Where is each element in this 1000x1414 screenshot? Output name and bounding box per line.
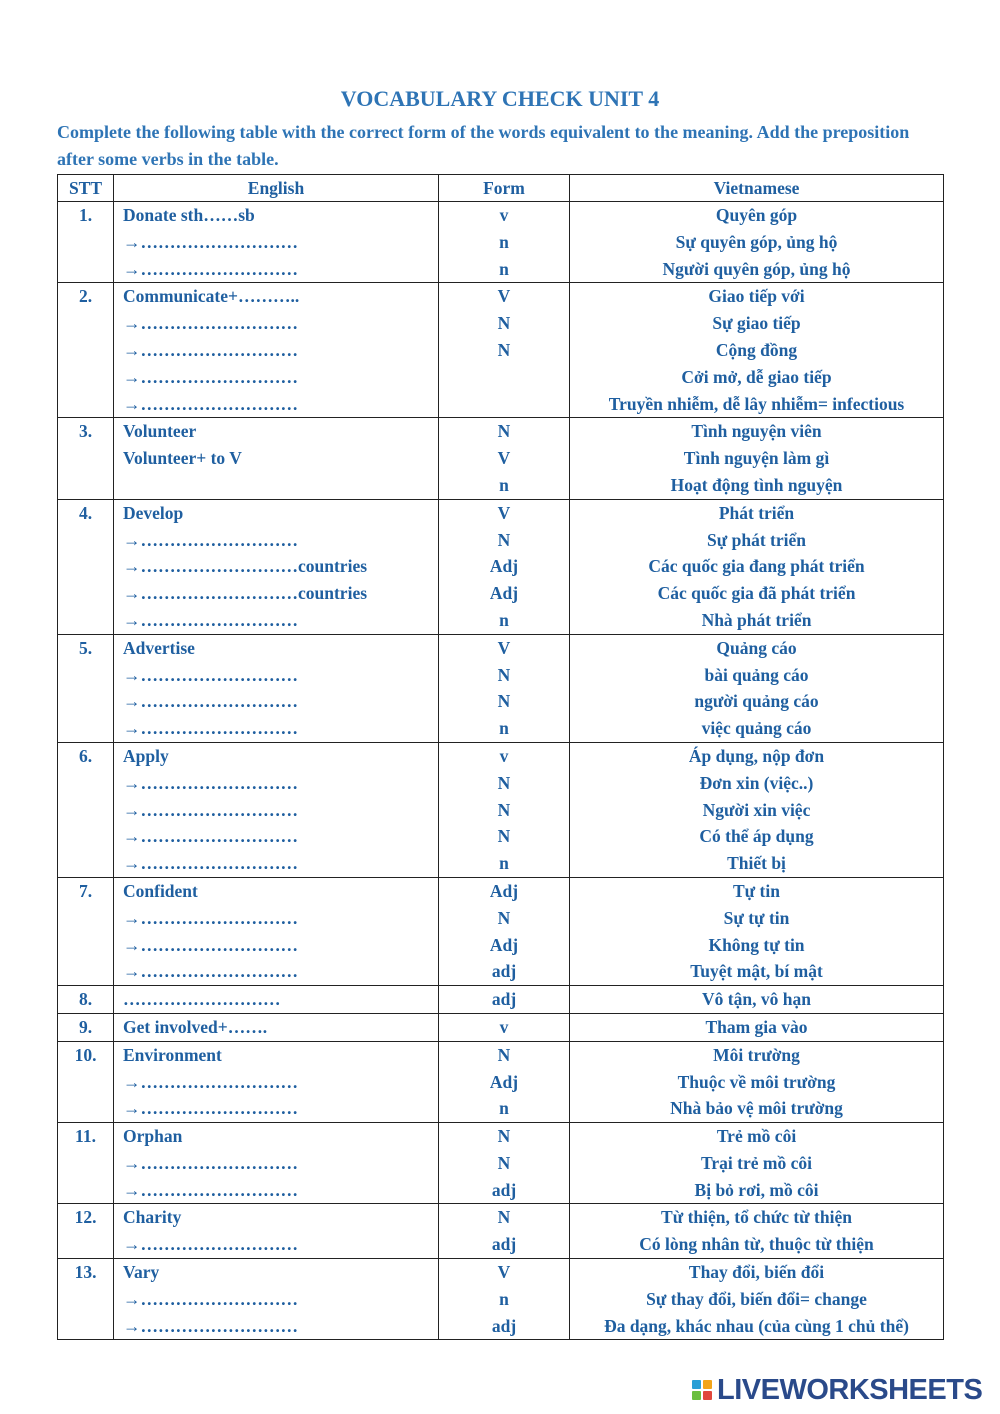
vietnamese-entry: Thuộc về môi trường [677,1071,836,1092]
form-entry: N [497,691,511,712]
logo-square [703,1391,712,1400]
form-entry: N [497,1152,511,1173]
stt-number: 1. [78,205,93,225]
english-entry: →………………………countries [123,556,368,577]
english-entry: →……………………… [123,1315,298,1336]
form-entry: V [497,637,511,658]
english-entry: →……………………… [123,231,298,252]
table-row [58,202,944,283]
english-entry: ……………………… [123,989,281,1010]
english-entry: →……………………… [123,826,298,847]
english-entry: Get involved+……. [123,1016,268,1037]
form-cell [439,1041,570,1122]
english-entry: Environment [123,1044,222,1065]
stt-cell [58,202,114,283]
table-row [58,418,944,499]
english-entry: →……………………… [123,961,298,982]
english-entry: →……………………… [123,691,298,712]
logo-text: LIVEWORKSHEETS [717,1373,983,1406]
english-entry: →……………………… [123,853,298,874]
form-entry: Adj [489,556,519,577]
form-entry: N [497,529,511,550]
english-entry: →……………………… [123,718,298,739]
form-entry: Adj [489,934,519,955]
stt-number: 10. [74,1044,97,1065]
english-entry: →……………………… [123,934,298,955]
english-entry: →……………………… [123,529,298,550]
form-cell [439,742,570,877]
table-row [58,283,944,418]
table-row [58,1013,944,1041]
logo-square [692,1380,701,1389]
liveworksheets-logo-icon [692,1380,712,1400]
english-cell [114,742,439,877]
vietnamese-cell [570,986,944,1014]
stt-cell [58,283,114,418]
vietnamese-cell [570,1041,944,1122]
english-entry: →……………………… [123,339,298,360]
table-body [58,202,944,1340]
vietnamese-entry: Người xin việc [702,799,811,820]
english-cell [114,418,439,499]
english-entry: →……………………… [123,907,298,928]
header-vietnamese: Vietnamese [570,175,944,202]
form-cell [439,1013,570,1041]
english-cell [114,1259,439,1340]
form-entry: n [499,1288,509,1309]
form-entry: n [499,609,509,630]
vietnamese-entry: Quyên góp [715,205,798,225]
form-entry [439,391,569,418]
header-english: English [114,175,439,202]
form-entry: N [497,339,511,360]
table-row [58,499,944,634]
stt-number: 6. [78,745,93,766]
english-entry: →……………………… [123,664,298,685]
english-entry: →……………………… [123,258,298,279]
form-entry: n [499,1098,509,1119]
english-cell [114,634,439,742]
vietnamese-entry: Đa dạng, khác nhau (của cùng 1 chủ thể) [604,1315,909,1336]
table-row [58,634,944,742]
form-entry [439,364,569,391]
english-entry: Orphan [123,1126,183,1147]
instructions: Complete the following table with the correct form of the words equivalent to the meaning. Add the preposition after some verbs in the table. [57,122,910,169]
english-cell [114,1123,439,1204]
english-entry: →……………………… [123,366,298,387]
table-row [58,1041,944,1122]
form-entry: Adj [489,583,519,604]
form-entry: N [497,1126,511,1147]
vietnamese-entry: Giao tiếp với [708,286,805,307]
form-entry: N [497,664,511,685]
vietnamese-entry: Vô tận, vô hạn [702,989,811,1010]
stt-number: 7. [78,880,93,901]
form-entry: adj [491,1315,517,1336]
form-entry: N [497,313,511,334]
vietnamese-entry: Tuyệt mật, bí mật [690,961,823,982]
form-entry: N [497,799,511,820]
form-entry: adj [491,989,517,1010]
vietnamese-entry: Phát triển [718,502,795,523]
english-cell [114,1013,439,1041]
form-cell [439,1259,570,1340]
english-entry: →……………………… [123,799,298,820]
form-entry: N [497,421,511,442]
english-entry: Donate sth……sb [123,205,255,225]
vietnamese-cell [570,1013,944,1041]
vietnamese-entry: Các quốc gia đang phát triển [648,556,865,577]
form-entry: V [497,1262,511,1283]
form-entry: v [499,745,509,766]
vietnamese-entry: Truyền nhiễm, dễ lây nhiễm= infectious [608,393,905,414]
vietnamese-entry: Trẻ mồ côi [716,1126,797,1147]
english-entry: →……………………… [123,393,298,414]
vietnamese-entry: Quảng cáo [716,637,797,658]
english-cell [114,986,439,1014]
english-entry: Apply [123,745,169,766]
stt-number: 3. [78,421,93,442]
english-cell [114,1204,439,1259]
logo-square [692,1391,701,1400]
vietnamese-entry: Tự tin [733,880,780,901]
vietnamese-cell [570,634,944,742]
form-entry: V [497,448,511,469]
form-entry: n [499,853,509,874]
table-row [58,1123,944,1204]
vietnamese-entry: Nhà phát triển [701,609,812,630]
english-entry: Confident [123,880,198,901]
vietnamese-cell [570,1123,944,1204]
vietnamese-entry: Nhà bảo vệ môi trường [670,1098,843,1119]
vietnamese-entry: Sự phát triển [707,529,806,550]
vietnamese-entry: bài quảng cáo [704,664,809,685]
table-row [58,986,944,1014]
form-entry: N [497,1207,511,1228]
english-entry: →……………………… [123,772,298,793]
vietnamese-cell [570,283,944,418]
vietnamese-entry: Sự quyên góp, ủng hộ [675,231,838,252]
english-entry: Develop [123,502,184,523]
english-entry: →……………………… [123,1071,298,1092]
english-entry: →……………………… [123,1098,298,1119]
vietnamese-entry: Tình nguyện viên [691,421,822,442]
table-row [58,1204,944,1259]
stt-number: 4. [78,502,93,523]
vietnamese-entry: việc quảng cáo [701,718,812,739]
form-entry: n [499,474,509,495]
form-cell [439,986,570,1014]
vietnamese-entry: Cởi mở, dễ giao tiếp [681,366,832,387]
form-cell [439,418,570,499]
form-cell [439,499,570,634]
vietnamese-entry: Thay đổi, biến đổi [688,1262,825,1283]
header-form: Form [439,175,570,202]
vietnamese-entry: Áp dụng, nộp đơn [688,745,825,766]
english-entry: →……………………… [123,313,298,334]
stt-number: 5. [78,637,93,658]
stt-cell [58,986,114,1014]
vietnamese-entry: Bị bỏ rơi, mồ côi [694,1179,819,1200]
vietnamese-entry: Từ thiện, tổ chức từ thiện [661,1207,852,1228]
vietnamese-entry: Sự giao tiếp [712,313,801,334]
form-entry: adj [491,1179,517,1200]
table-row [58,877,944,985]
form-entry: n [499,718,509,739]
vietnamese-entry: Tình nguyện làm gì [683,448,830,469]
form-entry: adj [491,1234,517,1255]
form-entry: V [497,502,511,523]
vietnamese-cell [570,742,944,877]
english-entry: Volunteer [123,421,197,442]
stt-number: 9. [78,1016,93,1037]
stt-cell [58,877,114,985]
form-entry: N [497,907,511,928]
english-entry: →……………………… [123,1288,298,1309]
vietnamese-entry: Thiết bị [727,853,786,874]
english-entry: Advertise [123,637,195,658]
vietnamese-entry: Không tự tin [708,934,805,955]
form-cell [439,877,570,985]
stt-cell [58,1204,114,1259]
stt-cell [58,418,114,499]
english-cell [114,877,439,985]
form-entry: v [499,205,509,225]
vietnamese-entry: Các quốc gia đã phát triển [657,583,856,604]
stt-number: 13. [74,1262,97,1283]
form-entry: v [499,1016,509,1037]
english-entry: →……………………… [123,1234,298,1255]
vietnamese-entry: Có thể áp dụng [699,826,814,847]
form-entry: N [497,772,511,793]
form-entry: Adj [489,1071,519,1092]
form-cell [439,1204,570,1259]
english-entry: →………………………countries [123,583,368,604]
vietnamese-entry: Sự thay đổi, biến đổi= change [646,1288,867,1309]
form-entry: N [497,826,511,847]
vietnamese-entry: người quảng cáo [694,691,819,712]
vietnamese-entry: Môi trường [713,1044,800,1065]
vietnamese-entry: Cộng đồng [715,339,798,360]
table-header-row [58,175,944,202]
stt-cell [58,1123,114,1204]
form-cell [439,1123,570,1204]
form-cell [439,634,570,742]
vocabulary-table [57,174,944,1340]
english-entry [114,472,438,499]
form-entry: n [499,258,509,279]
english-entry: →……………………… [123,1179,298,1200]
vietnamese-entry: Trại trẻ mồ côi [701,1152,812,1173]
stt-cell [58,634,114,742]
vietnamese-cell [570,1259,944,1340]
form-entry: V [497,286,511,307]
english-entry: Volunteer+ to V [123,448,242,469]
vietnamese-entry: Sự tự tin [723,907,790,928]
vietnamese-entry: Có lòng nhân từ, thuộc từ thiện [639,1234,874,1255]
vietnamese-entry: Đơn xin (việc..) [699,772,814,793]
english-entry: →……………………… [123,1152,298,1173]
stt-cell [58,1259,114,1340]
english-entry: →……………………… [123,609,298,630]
english-entry: Vary [123,1262,160,1283]
english-cell [114,499,439,634]
vietnamese-cell [570,418,944,499]
header-stt: STT [58,175,114,202]
stt-number: 12. [74,1207,97,1228]
english-cell [114,1041,439,1122]
liveworksheets-logo [692,1373,983,1406]
form-cell [439,283,570,418]
stt-cell [58,1041,114,1122]
english-entry: Charity [123,1207,182,1228]
form-entry: n [499,231,509,252]
stt-number: 8. [78,989,93,1010]
vietnamese-cell [570,1204,944,1259]
vietnamese-cell [570,499,944,634]
form-cell [439,202,570,283]
form-entry: Adj [489,880,519,901]
vietnamese-cell [570,202,944,283]
form-entry: N [497,1044,511,1065]
stt-number: 2. [78,286,93,307]
stt-cell [58,499,114,634]
english-cell [114,202,439,283]
stt-number: 11. [75,1126,96,1147]
logo-square [703,1380,712,1389]
table-row [58,742,944,877]
vietnamese-entry: Hoạt động tình nguyện [670,474,843,495]
vietnamese-cell [570,877,944,985]
vietnamese-entry: Tham gia vào [705,1016,808,1037]
form-entry: adj [491,961,517,982]
english-cell [114,283,439,418]
vietnamese-entry: Người quyên góp, ủng hộ [662,258,851,279]
table-row [58,1259,944,1340]
english-entry: Communicate+……….. [123,286,300,307]
stt-cell [58,1013,114,1041]
stt-cell [58,742,114,877]
page-title: VOCABULARY CHECK UNIT 4 [340,86,660,111]
